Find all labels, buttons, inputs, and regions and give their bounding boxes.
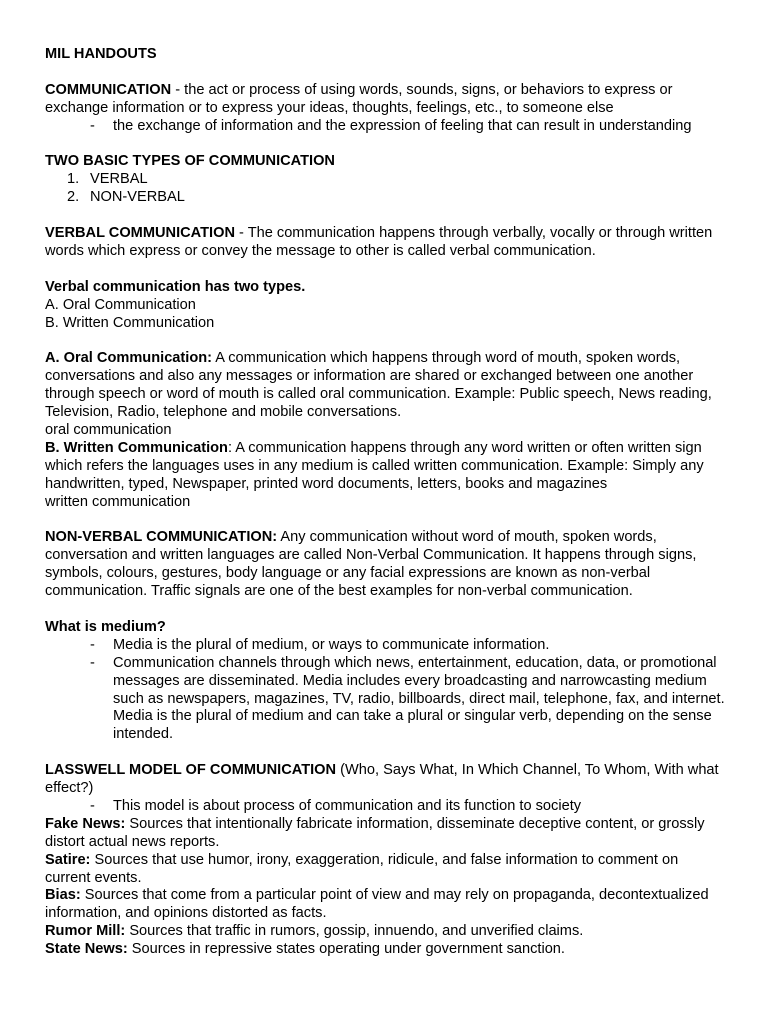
source-bias bbox=[45, 887, 725, 923]
source-state-news bbox=[45, 941, 725, 959]
spacer bbox=[45, 136, 725, 154]
medium-bullets bbox=[45, 637, 725, 744]
list-number: 1. bbox=[67, 171, 80, 188]
page-title: MIL HANDOUTS bbox=[45, 46, 157, 62]
list-item bbox=[45, 171, 725, 189]
oral-text: A communication which happens through word of mouth, spoken words, conversations and also any messages or information are shared or exchanged between one another through speech or word of mouth is called oral communication. Example: Public speech, News reading, Television, Radio, telephone and mobile conversations. bbox=[45, 350, 712, 421]
oral-definition bbox=[45, 350, 725, 422]
bullet-text: Media is the plural of medium, or ways to communicate information. bbox=[113, 636, 550, 653]
communication-term: COMMUNICATION bbox=[45, 81, 172, 98]
list-text: NON-VERBAL bbox=[90, 189, 185, 206]
verbal-type-a: A. Oral Communication bbox=[45, 296, 196, 313]
oral-caption: oral communication bbox=[45, 421, 172, 438]
verbal-definition bbox=[45, 225, 725, 261]
list-text: VERBAL bbox=[90, 171, 148, 188]
lasswell-subtitle: (Who, Says What, In Which Channel, To Whom, With what effect?) bbox=[45, 762, 719, 797]
list-item bbox=[45, 189, 725, 207]
lasswell-heading bbox=[45, 762, 725, 798]
dash-marker: - bbox=[90, 636, 95, 653]
spacer bbox=[45, 64, 725, 82]
bullet-text: the exchange of information and the expression of feeling that can result in understanding bbox=[113, 117, 692, 134]
source-text: Sources that come from a particular point of view and may rely on propaganda, decontextualized information, and opinions distorted as facts. bbox=[45, 887, 709, 922]
source-term: Bias: bbox=[45, 887, 81, 904]
bullet-text: This model is about process of communication and its function to society bbox=[113, 797, 582, 814]
spacer bbox=[45, 207, 725, 225]
source-rumor-mill bbox=[45, 923, 725, 941]
list-item bbox=[45, 637, 725, 655]
verbal-type-b: B. Written Communication bbox=[45, 314, 215, 331]
list-item bbox=[45, 118, 725, 136]
bullet-text: Communication channels through which news, entertainment, education, data, or promotional messages are disseminated. Media includes every broadcasting and narrowcasting medium such as newspapers, magazines, TV, radio, billboards, direct mail, telephone, fax, and internet. Media is the plural of medium and can take a plural or singular verb, depending on the sense intended. bbox=[113, 654, 725, 743]
list-item bbox=[45, 655, 725, 745]
source-satire bbox=[45, 852, 725, 888]
written-term: B. Written Communication bbox=[45, 439, 228, 456]
spacer bbox=[45, 332, 725, 350]
communication-text: - the act or process of using words, sounds, signs, or behaviors to express or exchange information or to express your ideas, thoughts, feelings, etc., to someone else bbox=[45, 81, 673, 116]
dash-marker: - bbox=[90, 654, 95, 671]
source-term: Rumor Mill: bbox=[45, 923, 126, 940]
list-number: 2. bbox=[67, 189, 80, 206]
list-item bbox=[45, 798, 725, 816]
lasswell-bullets bbox=[45, 798, 725, 816]
written-text: : A communication happens through any word written or often written sign which refers the languages uses in any medium is called written communication. Example: Simply any handwritten, typed, Newspaper, printed word documents, letters, books and magazines bbox=[45, 439, 704, 492]
types-list bbox=[45, 171, 725, 207]
nonverbal-text: Any communication without word of mouth, spoken words, conversation and written languages are called Non-Verbal Communication. It happens through signs, symbols, colours, gestures, body language or any facial expressions are known as non-verbal communication. Traffic signals are one of the best examples for non-verbal communication. bbox=[45, 529, 697, 600]
nonverbal-definition bbox=[45, 529, 725, 601]
dash-marker: - bbox=[90, 117, 95, 134]
verbal-types-heading: Verbal communication has two types. bbox=[45, 278, 306, 295]
source-term: Satire: bbox=[45, 851, 91, 868]
oral-term: A. Oral Communication: bbox=[45, 350, 213, 367]
spacer bbox=[45, 601, 725, 619]
communication-definition bbox=[45, 82, 725, 118]
source-fake-news bbox=[45, 816, 725, 852]
spacer bbox=[45, 511, 725, 529]
lasswell-term: LASSWELL MODEL OF COMMUNICATION bbox=[45, 762, 337, 779]
written-caption: written communication bbox=[45, 493, 191, 510]
verbal-term: VERBAL COMMUNICATION bbox=[45, 225, 235, 242]
spacer bbox=[45, 744, 725, 762]
types-heading: TWO BASIC TYPES OF COMMUNICATION bbox=[45, 153, 335, 170]
source-text: Sources in repressive states operating under government sanction. bbox=[127, 941, 565, 958]
handout-page bbox=[45, 46, 725, 959]
nonverbal-term: NON-VERBAL COMMUNICATION: bbox=[45, 529, 278, 546]
source-text: Sources that use humor, irony, exaggeration, ridicule, and false information to comment on current events. bbox=[45, 851, 679, 886]
source-text: Sources that intentionally fabricate information, disseminate deceptive content, or grossly distort actual news reports. bbox=[45, 815, 705, 850]
dash-marker: - bbox=[90, 797, 95, 814]
communication-bullets bbox=[45, 118, 725, 136]
verbal-text: - The communication happens through verbally, vocally or through written words which express or convey the message to other is called verbal communication. bbox=[45, 225, 713, 259]
written-definition bbox=[45, 440, 725, 494]
source-text: Sources that traffic in rumors, gossip, innuendo, and unverified claims. bbox=[125, 923, 584, 940]
spacer bbox=[45, 261, 725, 279]
medium-heading: What is medium? bbox=[45, 618, 166, 635]
source-term: State News: bbox=[45, 941, 128, 958]
source-term: Fake News: bbox=[45, 815, 126, 832]
